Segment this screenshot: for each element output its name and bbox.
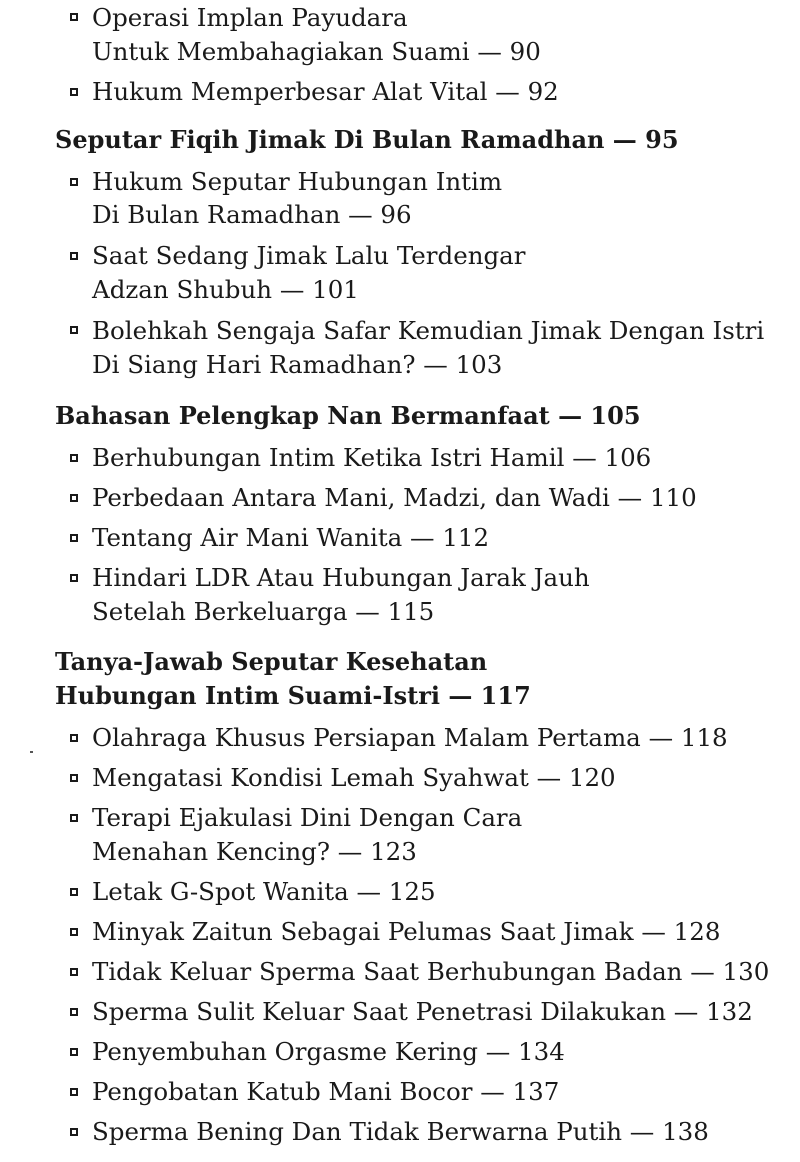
toc-entry-title: Tentang Air Mani Wanita — 112 — [92, 523, 490, 552]
toc-entry-title: Bolehkah Sengaja Safar Kemudian Jimak Dengan Istri — [92, 316, 765, 345]
bullet-icon — [70, 1128, 78, 1136]
bullet-icon — [70, 1008, 78, 1016]
bullet-icon — [70, 888, 78, 896]
toc-entry-title: Penyembuhan Orgasme Kering — 134 — [92, 1037, 565, 1066]
bullet-icon — [70, 534, 78, 542]
section-heading: Seputar Fiqih Jimak Di Bulan Ramadhan — 95 — [55, 125, 679, 154]
toc-entry-title: Perbedaan Antara Mani, Madzi, dan Wadi — 110 — [92, 483, 697, 512]
bullet-icon — [70, 178, 78, 186]
bullet-icon — [70, 1088, 78, 1096]
bullet-icon — [70, 928, 78, 936]
toc-entry-title: Pengobatan Katub Mani Bocor — 137 — [92, 1077, 560, 1106]
bullet-icon — [70, 574, 78, 582]
bullet-icon — [70, 326, 78, 334]
toc-entry-title: Olahraga Khusus Persiapan Malam Pertama — 118 — [92, 723, 728, 752]
toc-entry-title: Tidak Keluar Sperma Saat Berhubungan Badan — 130 — [92, 957, 770, 986]
toc-entry-title: Adzan Shubuh — 101 — [92, 275, 359, 304]
toc-entry-title: Terapi Ejakulasi Dini Dengan Cara — [92, 803, 523, 832]
toc-entry-title: Sperma Sulit Keluar Saat Penetrasi Dilakukan — 132 — [92, 997, 753, 1026]
toc-entry-title: Setelah Berkeluarga — 115 — [92, 597, 435, 626]
toc-entry-title: Menahan Kencing? — 123 — [92, 837, 417, 866]
bullet-icon — [70, 13, 78, 21]
toc-entry-title: Sperma Bening Dan Tidak Berwarna Putih — 138 — [92, 1117, 709, 1146]
toc-entry-title: Hukum Memperbesar Alat Vital — 92 — [92, 77, 559, 106]
bullet-icon — [70, 88, 78, 96]
bullet-icon — [70, 734, 78, 742]
toc-entry-title: Hindari LDR Atau Hubungan Jarak Jauh — [92, 563, 590, 592]
section-heading: Tanya-Jawab Seputar Kesehatan — [55, 647, 488, 676]
bullet-icon — [70, 774, 78, 782]
toc-entry-title: Saat Sedang Jimak Lalu Terdengar — [92, 241, 526, 270]
bullet-icon — [70, 252, 78, 260]
toc-entry-title: Hukum Seputar Hubungan Intim — [92, 167, 503, 196]
section-heading: Hubungan Intim Suami-Istri — 117 — [55, 681, 531, 710]
bullet-icon — [70, 454, 78, 462]
toc-entry-title: Untuk Membahagiakan Suami — 90 — [92, 37, 541, 66]
bullet-icon — [70, 1048, 78, 1056]
bullet-icon — [70, 494, 78, 502]
toc-entry-title: Mengatasi Kondisi Lemah Syahwat — 120 — [92, 763, 616, 792]
toc-entry-title: Di Bulan Ramadhan — 96 — [92, 200, 412, 229]
toc-entry-title: Di Siang Hari Ramadhan? — 103 — [92, 350, 503, 379]
bullet-icon — [70, 968, 78, 976]
toc-entry-title: Operasi Implan Payudara — [92, 3, 408, 32]
toc-entry-title: Minyak Zaitun Sebagai Pelumas Saat Jimak — 128 — [92, 917, 721, 946]
scan-speck — [30, 751, 33, 753]
bullet-icon — [70, 814, 78, 822]
section-heading: Bahasan Pelengkap Nan Bermanfaat — 105 — [55, 401, 641, 430]
toc-entry-title: Berhubungan Intim Ketika Istri Hamil — 106 — [92, 443, 652, 472]
toc-entry-title: Letak G-Spot Wanita — 125 — [92, 877, 436, 906]
